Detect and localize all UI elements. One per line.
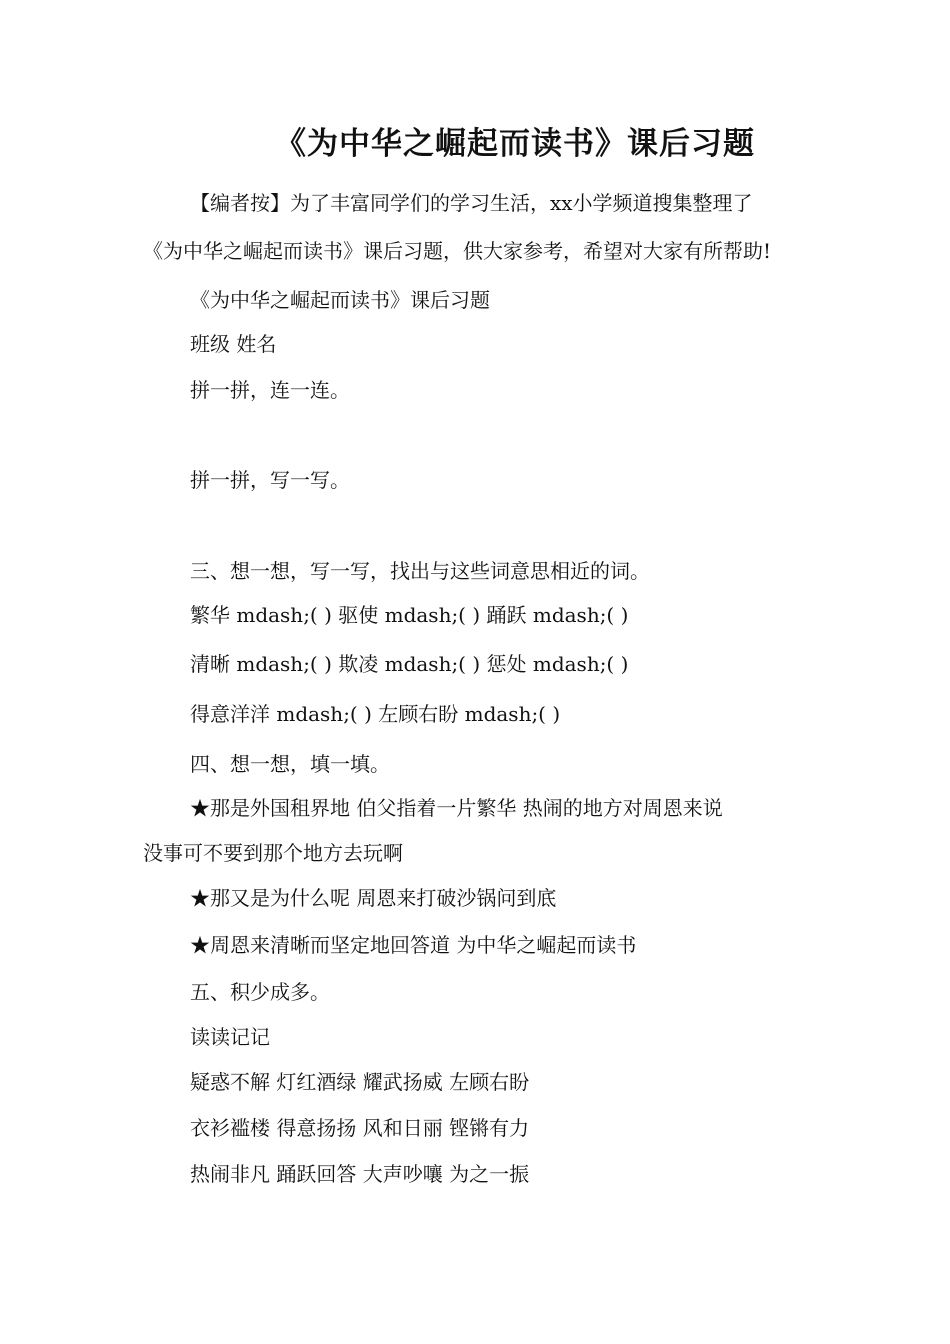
section-5-heading: 五、积少成多。: [190, 980, 330, 1004]
section-5-line-1: 疑惑不解 灯红酒绿 耀武扬威 左顾右盼: [190, 1070, 530, 1094]
section-4-item-1-line-2: 没事可不要到那个地方去玩啊: [143, 841, 403, 865]
section-4-item-1-line-1: ★那是外国租界地 伯父指着一片繁华 热闹的地方对周恩来说: [190, 796, 723, 820]
subtitle: 《为中华之崛起而读书》课后习题: [190, 288, 490, 312]
section-4-item-3: ★周恩来清晰而坚定地回答道 为中华之崛起而读书: [190, 933, 637, 957]
section-3-line-1: 繁华 mdash;( ) 驱使 mdash;( ) 踊跃 mdash;( ): [190, 603, 629, 627]
intro-line-1: 【编者按】为了丰富同学们的学习生活，xx小学频道搜集整理了: [190, 191, 753, 215]
intro-line-2: 《为中华之崛起而读书》课后习题，供大家参考，希望对大家有所帮助!: [143, 239, 772, 263]
section-5-subheading: 读读记记: [190, 1025, 270, 1049]
page-title: 《为中华之崛起而读书》课后习题: [275, 126, 755, 162]
section-3-line-2: 清晰 mdash;( ) 欺凌 mdash;( ) 惩处 mdash;( ): [190, 652, 629, 676]
section-5-line-3: 热闹非凡 踊跃回答 大声吵嚷 为之一振: [190, 1162, 530, 1186]
section-5-line-2: 衣衫褴楼 得意扬扬 风和日丽 铿锵有力: [190, 1116, 530, 1140]
class-name-line: 班级 姓名: [190, 332, 277, 356]
section-1-heading: 拼一拼，连一连。: [190, 378, 350, 402]
section-3-line-3: 得意洋洋 mdash;( ) 左顾右盼 mdash;( ): [190, 702, 561, 726]
section-4-item-2: ★那又是为什么呢 周恩来打破沙锅问到底: [190, 886, 557, 910]
section-3-heading: 三、想一想，写一写，找出与这些词意思相近的词。: [190, 559, 650, 583]
section-2-heading: 拼一拼，写一写。: [190, 468, 350, 492]
section-4-heading: 四、想一想，填一填。: [190, 752, 390, 776]
